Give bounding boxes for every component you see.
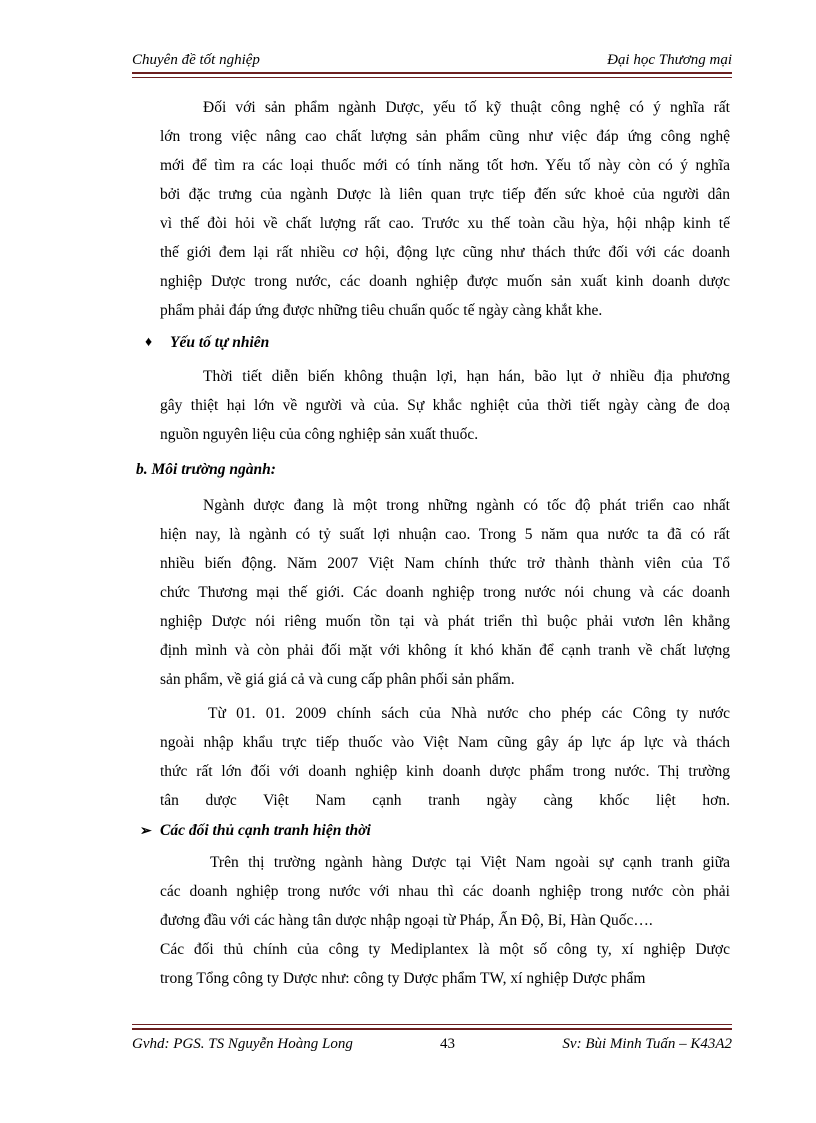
header-right-title: Đại học Thương mại [607,52,732,68]
arrow-bullet-icon: ➢ [140,824,152,839]
para4-line: ngoài nhập khẩu trực tiếp thuốc vào Việt Nam cũng gây áp lực áp lực và thách [160,734,730,751]
para3-line: nhiều biến động. Năm 2007 Việt Nam chính thức trở thành thành viên của Tổ [160,555,730,572]
heading-industry-environment: b. Môi trường ngành: [136,461,276,478]
para2-line: gây thiệt hại lớn về người và của. Sự khắc nghiệt của thời tiết ngày càng đe doạ [160,397,730,414]
para5-line: Trên thị trường ngành hàng Dược tại Việt Nam ngoài sự cạnh tranh giữa [210,854,730,871]
page-number: 43 [440,1036,455,1052]
para5-line: Các đối thủ chính của công ty Mediplantex là một số công ty, xí nghiệp Dược [160,941,730,958]
para3-line: nghiệp Dược nói riêng muốn tồn tại và phát triển thì buộc phải vươn lên khẳng [160,613,730,630]
header-left-title: Chuyên đề tốt nghiệp [132,52,260,68]
heading-natural-factors: Yếu tố tự nhiên [170,334,270,351]
para1-line: mới để tìm ra các loại thuốc mới có tính năng tốt hơn. Yếu tố này còn có ý nghĩa [160,157,730,174]
para3-line: định mình và còn phải đối mặt với không ít khó khăn để cạnh tranh về chất lượng [160,642,730,659]
footer-student: Sv: Bùi Minh Tuấn – K43A2 [562,1036,732,1052]
para4-line: thức rất lớn đối với doanh nghiệp kinh doanh dược phẩm trong nước. Thị trường [160,763,730,780]
para5-line: các doanh nghiệp trong nước với nhau thì các doanh nghiệp trong nước còn phải [160,883,730,900]
heading-competitors: Các đối thủ cạnh tranh hiện thời [160,822,371,839]
footer-supervisor: Gvhd: PGS. TS Nguyễn Hoàng Long [132,1036,353,1052]
para1-line: phẩm phải đáp ứng được những tiêu chuẩn quốc tế ngày càng khắt khe. [160,302,603,319]
para5-line: đương đầu với các hàng tân dược nhập ngoại từ Pháp, Ấn Độ, Bỉ, Hàn Quốc…. [160,912,653,929]
para3-line: Ngành dược đang là một trong những ngành có tốc độ phát triển cao nhất [203,497,730,514]
para1-line: Đối với sản phẩm ngành Dược, yếu tố kỹ thuật công nghệ có ý nghĩa rất [203,99,730,116]
para3-line: chức Thương mại thế giới. Các doanh nghiệp trong nước nói chung và các doanh [160,584,730,601]
para1-line: thế giới đem lại rất nhiều cơ hội, động lực cũng như thách thức đối với các doanh [160,244,730,261]
para2-line: nguồn nguyên liệu của công nghiệp sản xuất thuốc. [160,426,479,443]
para4-line: Từ 01. 01. 2009 chính sách của Nhà nước cho phép các Công ty nước [208,705,730,722]
para1-line: nghiệp Dược trong nước, các doanh nghiệp được muốn sản xuất kinh doanh dược [160,273,730,290]
para1-line: lớn trong việc nâng cao chất lượng sản phẩm cũng như việc đáp ứng công nghệ [160,128,730,145]
footer-rule [132,1024,732,1030]
para3-line: sản phẩm, về giá giá cả và cung cấp phân phối sản phẩm. [160,671,515,688]
para4-line: tân dược Việt Nam cạnh tranh ngày càng khốc liệt hơn. [160,792,730,809]
diamond-bullet-icon: ♦ [145,335,153,350]
para1-line: bởi đặc trưng của ngành Dược là liên quan trực tiếp đến sức khoẻ của người dân [160,186,730,203]
para3-line: hiện nay, là ngành có tỷ suất lợi nhuận cao. Trong 5 năm qua nước ta đã có rất [160,526,730,543]
para2-line: Thời tiết diễn biến không thuận lợi, hạn hán, bão lụt ở nhiều địa phương [203,368,730,385]
para5-line: trong Tổng công ty Dược như: công ty Dược phẩm TW, xí nghiệp Dược phẩm [160,970,646,987]
para1-line: vì thế đòi hỏi về chất lượng rất cao. Trước xu thế toàn cầu hỳa, hội nhập kinh tế [160,215,730,232]
page-footer [132,1036,732,1058]
